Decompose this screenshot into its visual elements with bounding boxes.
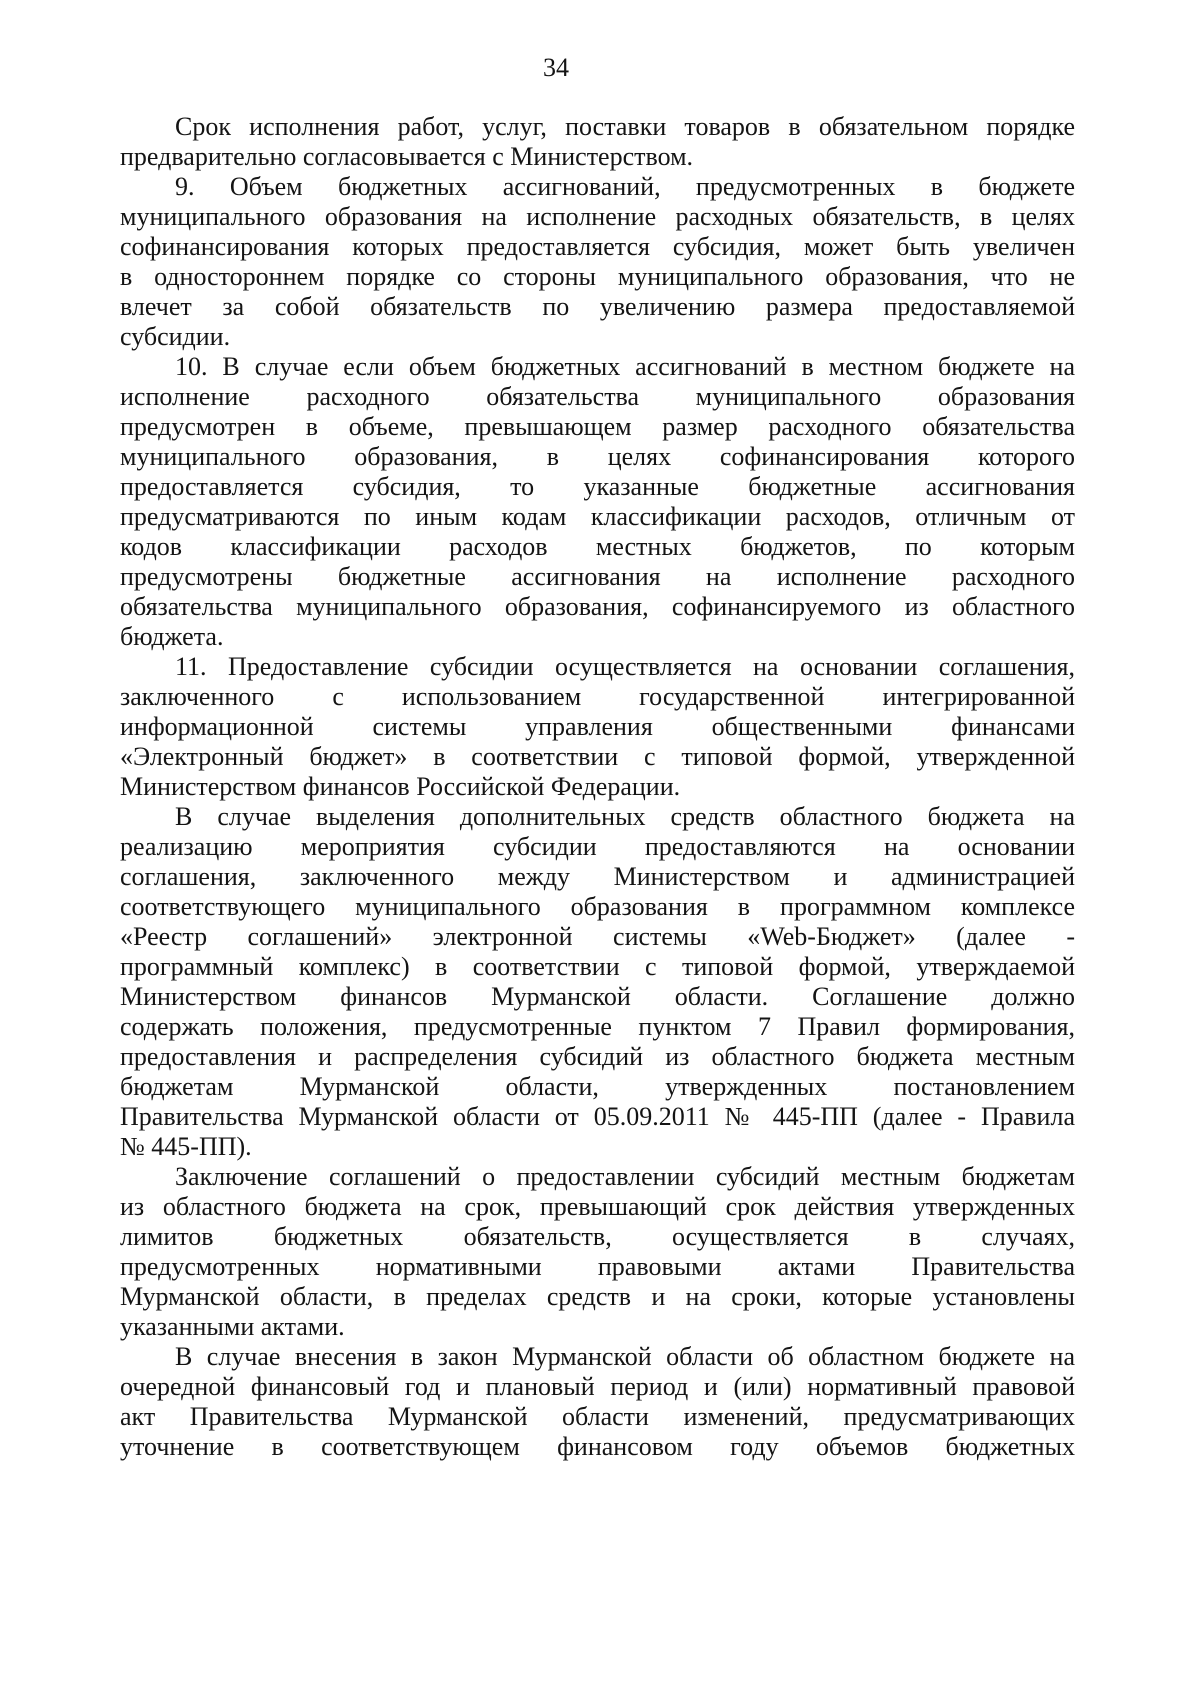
text-line: Срок исполнения работ, услуг, поставки товаров в обязательном порядке xyxy=(175,112,1075,141)
text-line: «Реестр соглашений» электронной системы «Web-Бюджет» (далее - xyxy=(120,922,1075,951)
text-line: лимитов бюджетных обязательств, осуществляется в случаях, xyxy=(120,1222,1075,1251)
text-line: № 445-ПП). xyxy=(120,1132,252,1161)
text-line: софинансирования которых предоставляется субсидия, может быть увеличен xyxy=(120,232,1075,261)
text-line: Заключение соглашений о предоставлении субсидий местным бюджетам xyxy=(175,1162,1075,1191)
text-line: В случае выделения дополнительных средств областного бюджета на xyxy=(175,802,1075,831)
text-line: предоставления и распределения субсидий из областного бюджета местным xyxy=(120,1042,1075,1071)
text-line: указанными актами. xyxy=(120,1312,345,1341)
paragraph xyxy=(120,652,1075,802)
text-line: заключенного с использованием государственной интегрированной xyxy=(120,682,1075,711)
text-line: содержать положения, предусмотренные пунктом 7 Правил формирования, xyxy=(120,1012,1075,1041)
text-line: обязательства муниципального образования, софинансируемого из областного xyxy=(120,592,1075,621)
text-line: очередной финансовый год и плановый период и (или) нормативный правовой xyxy=(120,1372,1075,1401)
paragraph xyxy=(120,352,1075,652)
text-line: муниципального образования, в целях софинансирования которого xyxy=(120,442,1075,471)
text-line: субсидии. xyxy=(120,322,231,351)
text-line: предоставляется субсидия, то указанные бюджетные ассигнования xyxy=(120,472,1075,501)
text-line: влечет за собой обязательств по увеличению размера предоставляемой xyxy=(120,292,1075,321)
page-number: 34 xyxy=(543,53,569,82)
text-line: 9. Объем бюджетных ассигнований, предусмотренных в бюджете xyxy=(175,172,1075,201)
paragraph xyxy=(120,1342,1075,1462)
text-line: Министерством финансов Мурманской области. Соглашение должно xyxy=(120,982,1075,1011)
text-line: предусмотренных нормативными правовыми актами Правительства xyxy=(120,1252,1075,1281)
document-body xyxy=(120,112,1075,1462)
text-line: бюджетам Мурманской области, утвержденных постановлением xyxy=(120,1072,1075,1101)
text-line: информационной системы управления общественными финансами xyxy=(120,712,1075,741)
text-line: реализацию мероприятия субсидии предоставляются на основании xyxy=(120,832,1075,861)
paragraph xyxy=(120,1162,1075,1342)
text-line: В случае внесения в закон Мурманской области об областном бюджете на xyxy=(175,1342,1075,1371)
text-line: Министерством финансов Российской Федерации. xyxy=(120,772,681,801)
text-line: программный комплекс) в соответствии с типовой формой, утверждаемой xyxy=(120,952,1075,981)
paragraph xyxy=(120,172,1075,352)
text-line: в одностороннем порядке со стороны муниципального образования, что не xyxy=(120,262,1075,291)
text-line: предусмотрен в объеме, превышающем размер расходного обязательства xyxy=(120,412,1075,441)
text-line: акт Правительства Мурманской области изменений, предусматривающих xyxy=(120,1402,1075,1431)
text-line: из областного бюджета на срок, превышающий срок действия утвержденных xyxy=(120,1192,1075,1221)
text-line: 11. Предоставление субсидии осуществляется на основании соглашения, xyxy=(175,652,1075,681)
text-line: 10. В случае если объем бюджетных ассигнований в местном бюджете на xyxy=(175,352,1075,381)
text-line: муниципального образования на исполнение расходных обязательств, в целях xyxy=(120,202,1075,231)
text-line: Мурманской области, в пределах средств и на сроки, которые установлены xyxy=(120,1282,1075,1311)
text-line: соглашения, заключенного между Министерством и администрацией xyxy=(120,862,1075,891)
text-line: исполнение расходного обязательства муниципального образования xyxy=(120,382,1075,411)
paragraph xyxy=(120,112,1075,172)
text-line: предварительно согласовывается с Министерством. xyxy=(120,142,694,171)
text-line: предусмотрены бюджетные ассигнования на исполнение расходного xyxy=(120,562,1075,591)
text-line: Правительства Мурманской области от 05.09.2011 № 445-ПП (далее - Правила xyxy=(120,1102,1075,1131)
text-line: «Электронный бюджет» в соответствии с типовой формой, утвержденной xyxy=(120,742,1075,771)
text-line: бюджета. xyxy=(120,622,224,651)
text-line: соответствующего муниципального образования в программном комплексе xyxy=(120,892,1075,921)
text-line: кодов классификации расходов местных бюджетов, по которым xyxy=(120,532,1075,561)
paragraph xyxy=(120,802,1075,1162)
text-line: предусматриваются по иным кодам классификации расходов, отличным от xyxy=(120,502,1075,531)
text-line: уточнение в соответствующем финансовом году объемов бюджетных xyxy=(120,1432,1075,1461)
